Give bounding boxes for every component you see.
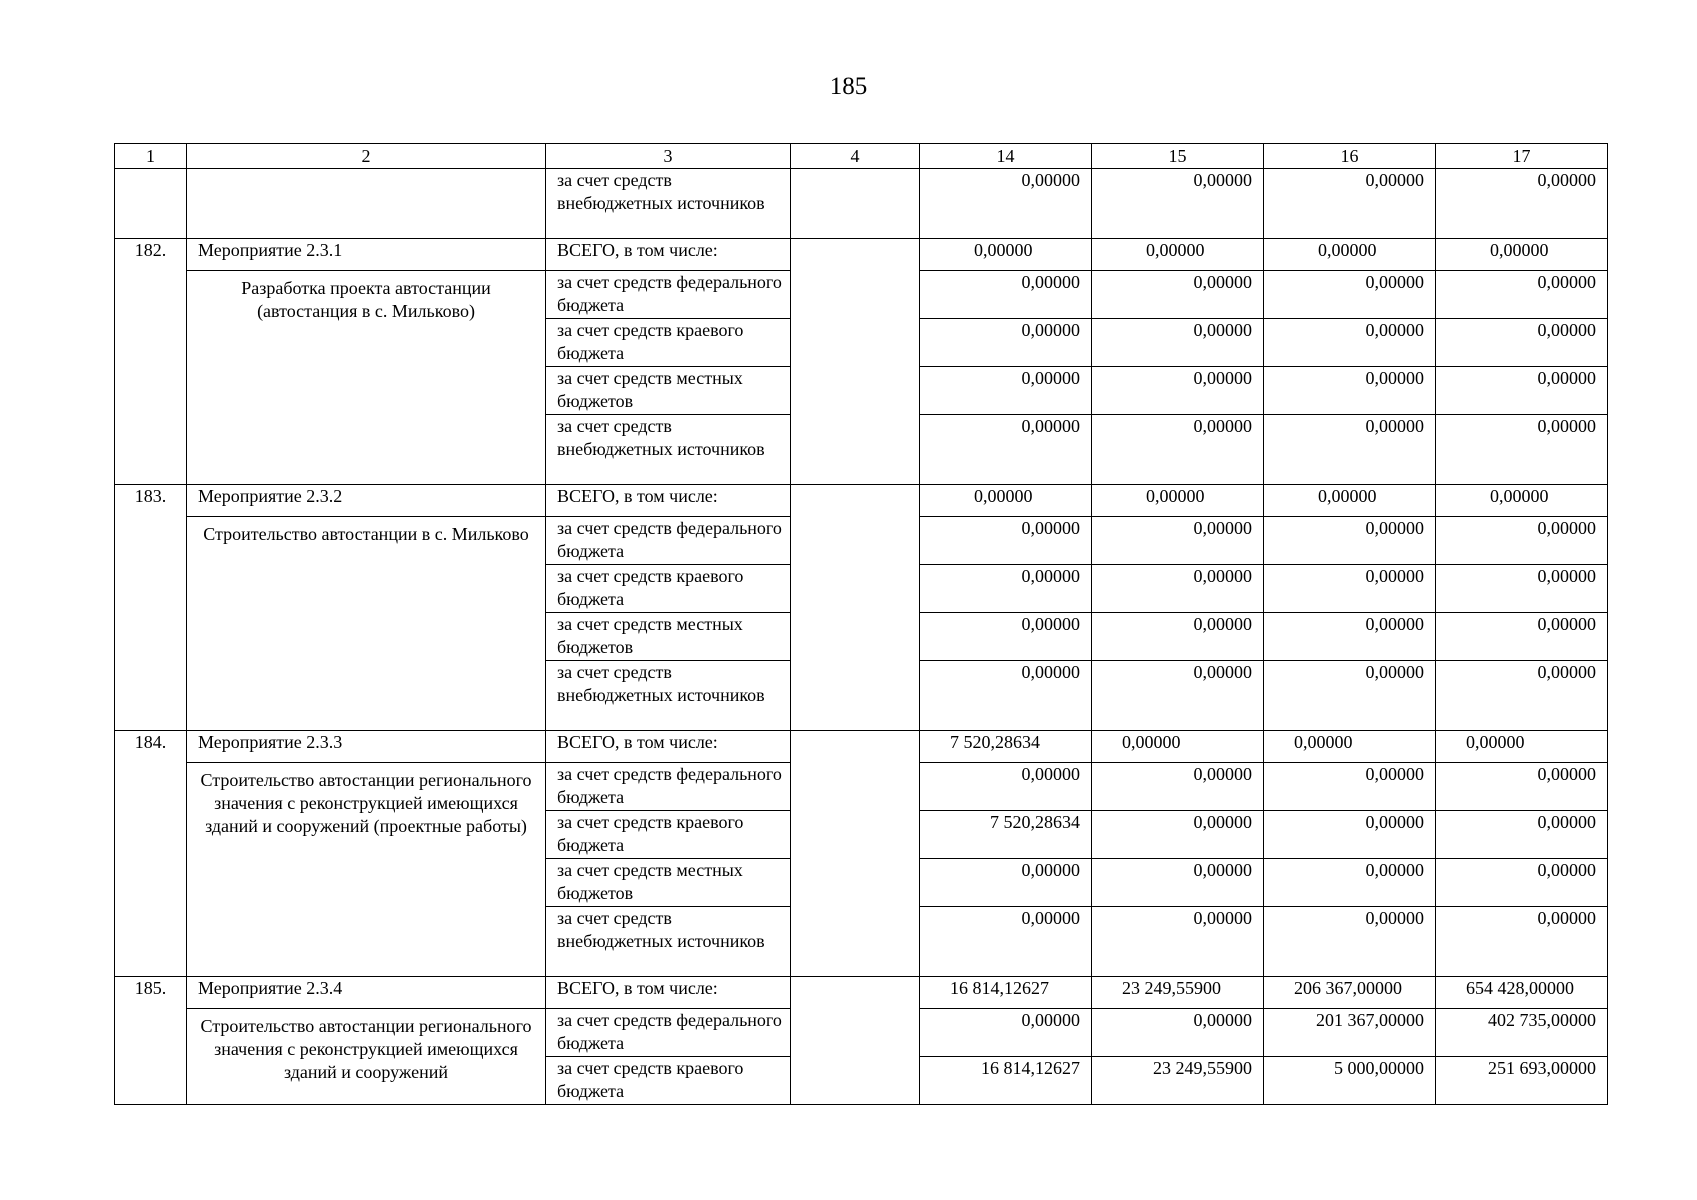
value-cell: 0,00000	[1092, 367, 1264, 415]
value-cell: 0,00000	[1436, 319, 1608, 367]
measure-title: Мероприятие 2.3.1	[187, 239, 546, 271]
total-label: ВСЕГО, в том числе:	[546, 731, 791, 763]
value-cell: 0,00000	[1092, 415, 1264, 485]
value-cell: 201 367,00000	[1264, 1009, 1436, 1057]
header-cell: 1	[115, 144, 187, 169]
source-cell: за счет средств краевого бюджета	[546, 1057, 791, 1105]
value-cell: 0,00000	[1264, 415, 1436, 485]
value-cell: 0,00000	[1436, 517, 1608, 565]
source-cell: за счет средств краевого бюджета	[546, 811, 791, 859]
value-cell: 0,00000	[920, 271, 1092, 319]
total-value-cell: 0,00000	[1264, 485, 1436, 517]
source-cell: за счет средств федерального бюджета	[546, 271, 791, 319]
value-cell: 0,00000	[1436, 271, 1608, 319]
measure-total-row	[115, 731, 1608, 763]
source-cell: за счет средств местных бюджетов	[546, 859, 791, 907]
value-cell: 0,00000	[1264, 661, 1436, 731]
total-value-cell: 0,00000	[920, 485, 1092, 517]
total-value-cell: 0,00000	[1264, 239, 1436, 271]
total-label: ВСЕГО, в том числе:	[546, 977, 791, 1009]
source-cell: за счет средств внебюджетных источников	[546, 661, 791, 731]
value-cell: 0,00000	[1092, 811, 1264, 859]
total-value-cell: 206 367,00000	[1264, 977, 1436, 1009]
measure-total-row	[115, 485, 1608, 517]
total-value-cell: 0,00000	[1436, 239, 1608, 271]
value-cell: 0,00000	[1264, 859, 1436, 907]
header-row	[115, 144, 1608, 169]
value-cell: 0,00000	[920, 517, 1092, 565]
value-cell: 0,00000	[920, 859, 1092, 907]
index-cell	[115, 169, 187, 239]
value-cell: 0,00000	[1092, 169, 1264, 239]
value-cell: 0,00000	[1092, 859, 1264, 907]
total-value-cell: 0,00000	[1436, 485, 1608, 517]
value-cell: 0,00000	[1436, 367, 1608, 415]
value-cell: 0,00000	[1264, 319, 1436, 367]
source-cell: за счет средств краевого бюджета	[546, 565, 791, 613]
total-value-cell: 0,00000	[1092, 731, 1264, 763]
value-cell: 0,00000	[1436, 169, 1608, 239]
source-cell: за счет средств краевого бюджета	[546, 319, 791, 367]
total-value-cell: 0,00000	[1092, 239, 1264, 271]
total-value-cell: 16 814,12627	[920, 977, 1092, 1009]
header-cell: 2	[187, 144, 546, 169]
value-cell: 0,00000	[1092, 319, 1264, 367]
total-value-cell: 0,00000	[1264, 731, 1436, 763]
source-cell: за счет средств внебюджетных источников	[546, 907, 791, 977]
header-cell: 14	[920, 144, 1092, 169]
value-cell: 0,00000	[920, 907, 1092, 977]
value-cell: 0,00000	[1436, 415, 1608, 485]
value-cell: 0,00000	[920, 565, 1092, 613]
total-value-cell: 0,00000	[1092, 485, 1264, 517]
value-cell: 0,00000	[1092, 907, 1264, 977]
value-cell: 16 814,12627	[920, 1057, 1092, 1105]
measure-index: 183.	[115, 485, 187, 731]
header-cell: 4	[791, 144, 920, 169]
measure-title: Мероприятие 2.3.2	[187, 485, 546, 517]
value-cell: 0,00000	[1264, 271, 1436, 319]
value-cell: 0,00000	[920, 661, 1092, 731]
header-cell: 17	[1436, 144, 1608, 169]
value-cell: 402 735,00000	[1436, 1009, 1608, 1057]
measure-description: Строительство автостанции регионального значения с реконструкцией имеющихся зданий и сооружений (проектные работы)	[187, 763, 546, 977]
total-value-cell: 23 249,55900	[1092, 977, 1264, 1009]
total-value-cell: 7 520,28634	[920, 731, 1092, 763]
source-cell: за счет средств внебюджетных источников	[546, 415, 791, 485]
source-cell: за счет средств федерального бюджета	[546, 763, 791, 811]
source-cell: за счет средств федерального бюджета	[546, 1009, 791, 1057]
value-cell: 0,00000	[1436, 565, 1608, 613]
measure-title: Мероприятие 2.3.4	[187, 977, 546, 1009]
value-cell: 7 520,28634	[920, 811, 1092, 859]
measure-title: Мероприятие 2.3.3	[187, 731, 546, 763]
value-cell: 0,00000	[1264, 907, 1436, 977]
total-value-cell: 0,00000	[920, 239, 1092, 271]
value-cell: 0,00000	[1092, 613, 1264, 661]
source-cell: за счет средств местных бюджетов	[546, 367, 791, 415]
value-cell: 251 693,00000	[1436, 1057, 1608, 1105]
header-cell: 16	[1264, 144, 1436, 169]
total-label: ВСЕГО, в том числе:	[546, 239, 791, 271]
value-cell: 0,00000	[1092, 517, 1264, 565]
value-cell: 0,00000	[1264, 169, 1436, 239]
value-cell: 5 000,00000	[1264, 1057, 1436, 1105]
description-cell	[187, 169, 546, 239]
value-cell: 0,00000	[920, 1009, 1092, 1057]
measure-index: 185.	[115, 977, 187, 1105]
empty-cell	[791, 731, 920, 977]
value-cell: 0,00000	[1436, 859, 1608, 907]
value-cell: 0,00000	[920, 169, 1092, 239]
source-cell: за счет средств федерального бюджета	[546, 517, 791, 565]
value-cell: 0,00000	[1264, 613, 1436, 661]
value-cell: 0,00000	[1264, 517, 1436, 565]
value-cell: 0,00000	[1092, 565, 1264, 613]
measure-index: 184.	[115, 731, 187, 977]
value-cell: 0,00000	[1436, 661, 1608, 731]
total-value-cell: 0,00000	[1436, 731, 1608, 763]
value-cell: 0,00000	[1264, 763, 1436, 811]
value-cell: 23 249,55900	[1092, 1057, 1264, 1105]
empty-cell	[791, 485, 920, 731]
value-cell: 0,00000	[1092, 661, 1264, 731]
value-cell: 0,00000	[920, 613, 1092, 661]
measure-index: 182.	[115, 239, 187, 485]
measure-total-row	[115, 977, 1608, 1009]
value-cell: 0,00000	[920, 415, 1092, 485]
header-cell: 15	[1092, 144, 1264, 169]
empty-cell	[791, 977, 920, 1105]
budget-table	[114, 143, 1608, 1105]
total-label: ВСЕГО, в том числе:	[546, 485, 791, 517]
value-cell: 0,00000	[1092, 271, 1264, 319]
source-cell: за счет средств внебюджетных источников	[546, 169, 791, 239]
value-cell: 0,00000	[1436, 907, 1608, 977]
value-cell: 0,00000	[1264, 811, 1436, 859]
measure-description: Разработка проекта автостанции (автостанция в с. Мильково)	[187, 271, 546, 485]
value-cell: 0,00000	[920, 763, 1092, 811]
value-cell: 0,00000	[1092, 1009, 1264, 1057]
empty-cell	[791, 239, 920, 485]
value-cell: 0,00000	[1264, 367, 1436, 415]
empty-cell	[791, 169, 920, 239]
measure-description: Строительство автостанции в с. Мильково	[187, 517, 546, 731]
measure-total-row	[115, 239, 1608, 271]
header-cell: 3	[546, 144, 791, 169]
source-cell: за счет средств местных бюджетов	[546, 613, 791, 661]
value-cell: 0,00000	[920, 367, 1092, 415]
page-number: 185	[829, 73, 868, 100]
total-value-cell: 654 428,00000	[1436, 977, 1608, 1009]
value-cell: 0,00000	[920, 319, 1092, 367]
value-cell: 0,00000	[1436, 811, 1608, 859]
value-cell: 0,00000	[1264, 565, 1436, 613]
continuation-row	[115, 169, 1608, 239]
value-cell: 0,00000	[1092, 763, 1264, 811]
value-cell: 0,00000	[1436, 763, 1608, 811]
measure-description: Строительство автостанции регионального значения с реконструкцией имеющихся зданий и сооружений	[187, 1009, 546, 1105]
value-cell: 0,00000	[1436, 613, 1608, 661]
